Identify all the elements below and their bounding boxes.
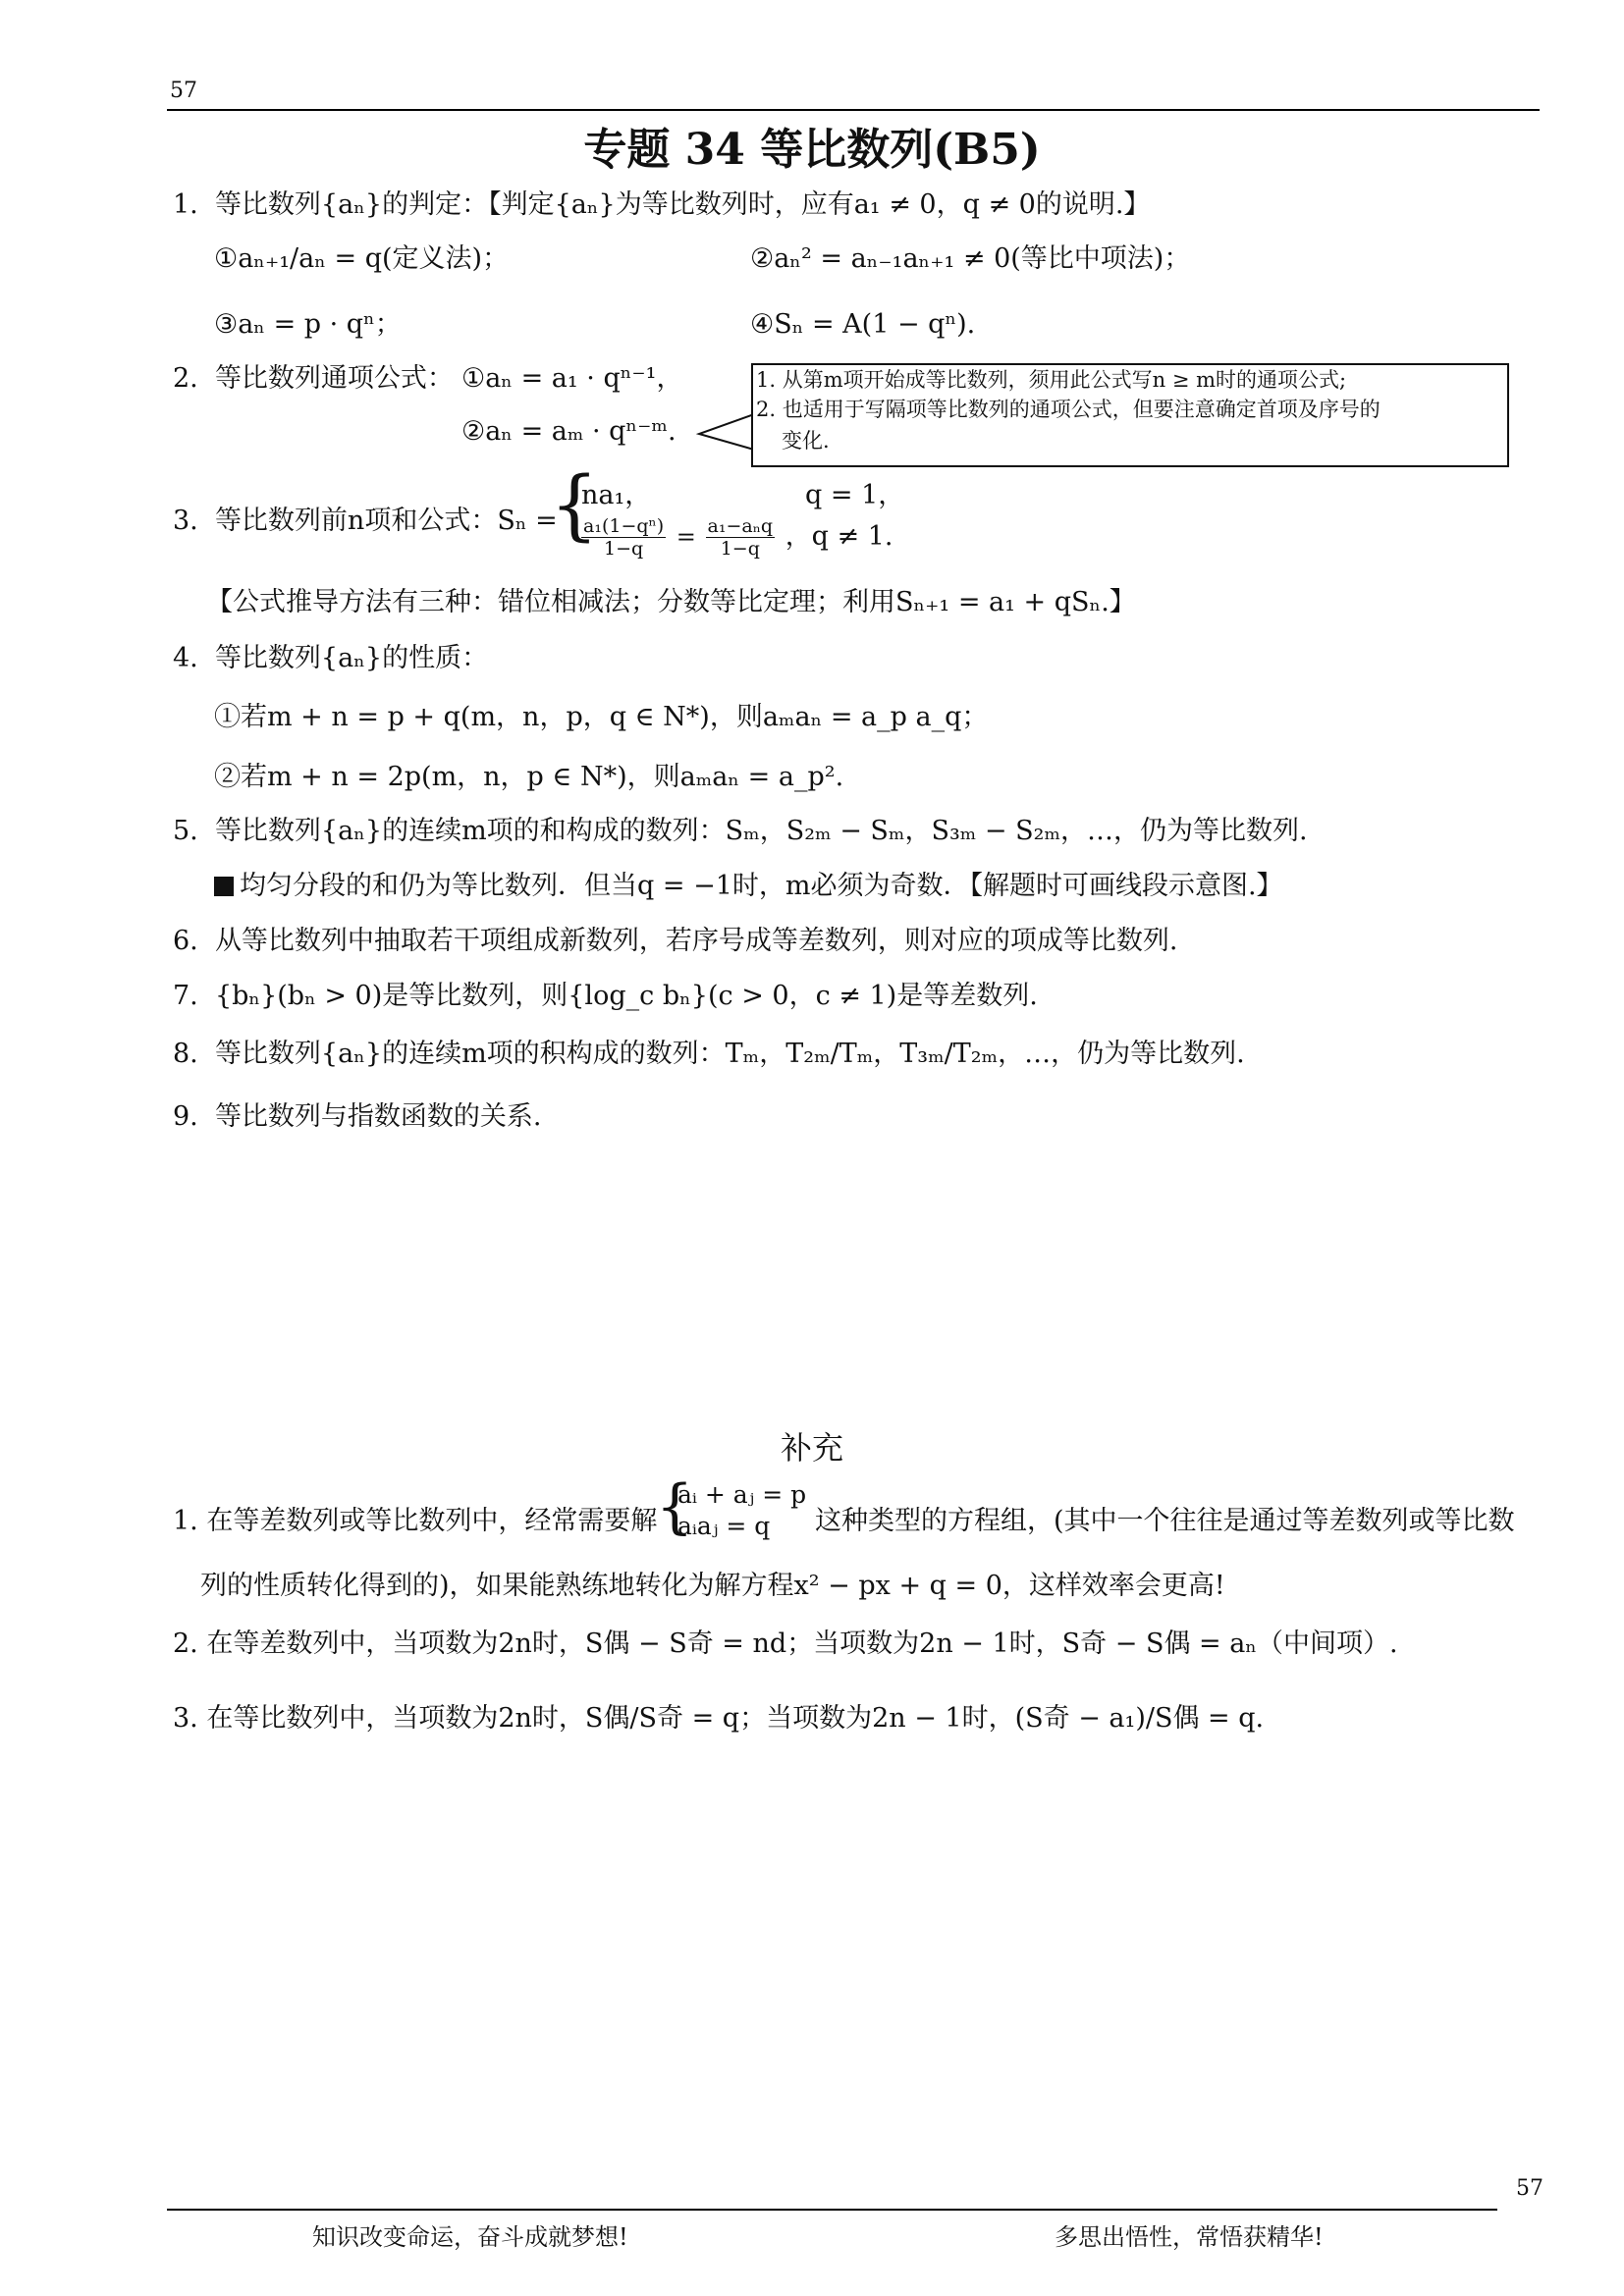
supplement-1-line-1: 1. 在等差数列或等比数列中，经常需要解 xyxy=(173,1506,658,1536)
judge-method-3: ③aₙ = p · qⁿ； xyxy=(214,309,402,340)
supplement-title: 补充 xyxy=(780,1429,843,1467)
item-text: 等比数列通项公式： xyxy=(214,363,454,394)
judge-method-4: ④Sₙ = A(1 − qⁿ). xyxy=(750,309,976,340)
item-text: 等比数列{aₙ}的连续m项的积构成的数列：Tₘ，T₂ₘ/Tₘ，T₃ₘ/T₂ₘ，…，仍为等比数列. xyxy=(214,1039,1245,1069)
item-text: 等比数列{aₙ}的性质： xyxy=(214,643,489,673)
item-8 xyxy=(173,1037,1245,1072)
callout-pointer xyxy=(695,412,756,452)
item-number: 6. xyxy=(173,926,198,956)
item-2 xyxy=(173,361,454,397)
supplement-3: 3. 在等比数列中，当项数为2n时，S偶/S奇 = q；当项数为2n − 1时，(S奇 − a₁)/S偶 = q. xyxy=(173,1703,1265,1734)
header-rule xyxy=(167,109,1540,111)
judge-method-2: ②aₙ² = aₙ₋₁aₙ₊₁ ≠ 0(等比中项法)； xyxy=(750,243,1191,274)
supplement-2: 2. 在等差数列中，当项数为2n时，S偶 − S奇 = nd；当项数为2n − 1时，S奇 − S偶 = aₙ（中间项）. xyxy=(173,1629,1398,1659)
item-text: 等比数列前n项和公式：Sₙ = xyxy=(214,506,558,536)
footer-motto-right: 多思出悟性，常悟获精华! xyxy=(1055,2223,1324,2251)
sum-case-2: $\frac{\text{a₁(1−qⁿ)}}{1-q}$ = $\frac{\text{a₁−aₙq}}{1-q}$ ，q ≠ 1. xyxy=(583,515,893,560)
sum-case-1: na₁， xyxy=(581,480,652,510)
page-number-bottom: 57 xyxy=(1516,2176,1543,2201)
item-number: 8. xyxy=(173,1039,198,1069)
item-number: 2. xyxy=(173,363,198,394)
item-9 xyxy=(173,1099,542,1135)
sum-fraction-a: $\frac{\text{a₁(1−qⁿ)}}{1-q}$ xyxy=(583,515,665,560)
system-equation-1: aᵢ + aⱼ = p xyxy=(677,1480,807,1509)
item-text: 等比数列{aₙ}的连续m项的和构成的数列：Sₘ，S₂ₘ − Sₘ，S₃ₘ − S₂ₘ，…，仍为等比数列. xyxy=(214,816,1308,846)
property-2: ②若m + n = 2p(m，n，p ∈ N*)，则aₘaₙ = a_p². xyxy=(214,762,844,792)
property-1: ①若m + n = p + q(m，n，p，q ∈ N*)，则aₘaₙ = a_p a_q； xyxy=(214,702,989,732)
sum-brace: { xyxy=(550,461,599,550)
bullet-square-icon xyxy=(214,877,234,896)
item-1 xyxy=(173,187,1150,223)
item-number: 5. xyxy=(173,816,198,846)
item-6 xyxy=(173,924,1178,959)
sum-derivation-note: 【公式推导方法有三种：错位相减法；分数等比定理；利用Sₙ₊₁ = a₁ + qSₙ.】 xyxy=(206,587,1136,617)
system-equation-2: aᵢaⱼ = q xyxy=(677,1512,771,1540)
item-7 xyxy=(173,979,1038,1014)
item-number: 1. xyxy=(173,189,198,220)
item-5 xyxy=(173,814,1308,849)
footer-motto-left: 知识改变命运，奋斗成就梦想! xyxy=(312,2223,628,2251)
item-number: 7. xyxy=(173,981,198,1011)
page-title: 专题 34 等比数列(B5) xyxy=(583,125,1041,175)
system-brace: { xyxy=(656,1472,694,1541)
sum-condition-1: q = 1， xyxy=(805,480,905,510)
note-line-2: 2. 也适用于写隔项等比数列的通项公式，但要注意确定首项及序号的 xyxy=(756,398,1380,421)
item-text: 等比数列与指数函数的关系. xyxy=(214,1101,542,1132)
item-4 xyxy=(173,641,488,676)
item-text: {bₙ}(bₙ > 0)是等比数列，则{log_c bₙ}(c > 0，c ≠ 1)是等差数列. xyxy=(214,981,1038,1011)
general-term-formula-1: ①aₙ = a₁ · qⁿ⁻¹， xyxy=(461,363,683,394)
item-5-note: 均匀分段的和仍为等比数列．但当q = −1时，m必须为奇数．【解题时可画线段示意图.】 xyxy=(214,869,1283,904)
sum-condition-2: ，q ≠ 1. xyxy=(785,521,893,552)
judge-method-1: ①aₙ₊₁/aₙ = q(定义法)； xyxy=(214,243,510,274)
item-number: 9. xyxy=(173,1101,198,1132)
supplement-1-line-2: 列的性质转化得到的)，如果能熟练地转化为解方程x² − px + q = 0，这样效率会更高! xyxy=(200,1571,1225,1601)
supplement-1-line-1-end: 这种类型的方程组，(其中一个往往是通过等差数列或等比数 xyxy=(815,1506,1515,1536)
item-3 xyxy=(173,504,558,539)
note-line-1: 1. 从第m项开始成等比数列，须用此公式写n ≥ m时的通项公式; xyxy=(756,368,1347,392)
general-term-formula-2: ②aₙ = aₘ · qⁿ⁻ᵐ. xyxy=(461,416,677,447)
footer-rule xyxy=(167,2209,1497,2211)
note-line-3: 变化. xyxy=(782,429,830,453)
item-text: 从等比数列中抽取若干项组成新数列，若序号成等差数列，则对应的项成等比数列. xyxy=(214,926,1178,956)
page-number-top: 57 xyxy=(170,79,197,103)
item-number: 3. xyxy=(173,506,198,536)
item-text: 等比数列{aₙ}的判定：【判定{aₙ}为等比数列时，应有a₁ ≠ 0，q ≠ 0的说明.】 xyxy=(214,189,1151,220)
item-number: 4. xyxy=(173,643,198,673)
sum-fraction-b: $\frac{\text{a₁−aₙq}}{1-q}$ xyxy=(707,515,774,560)
